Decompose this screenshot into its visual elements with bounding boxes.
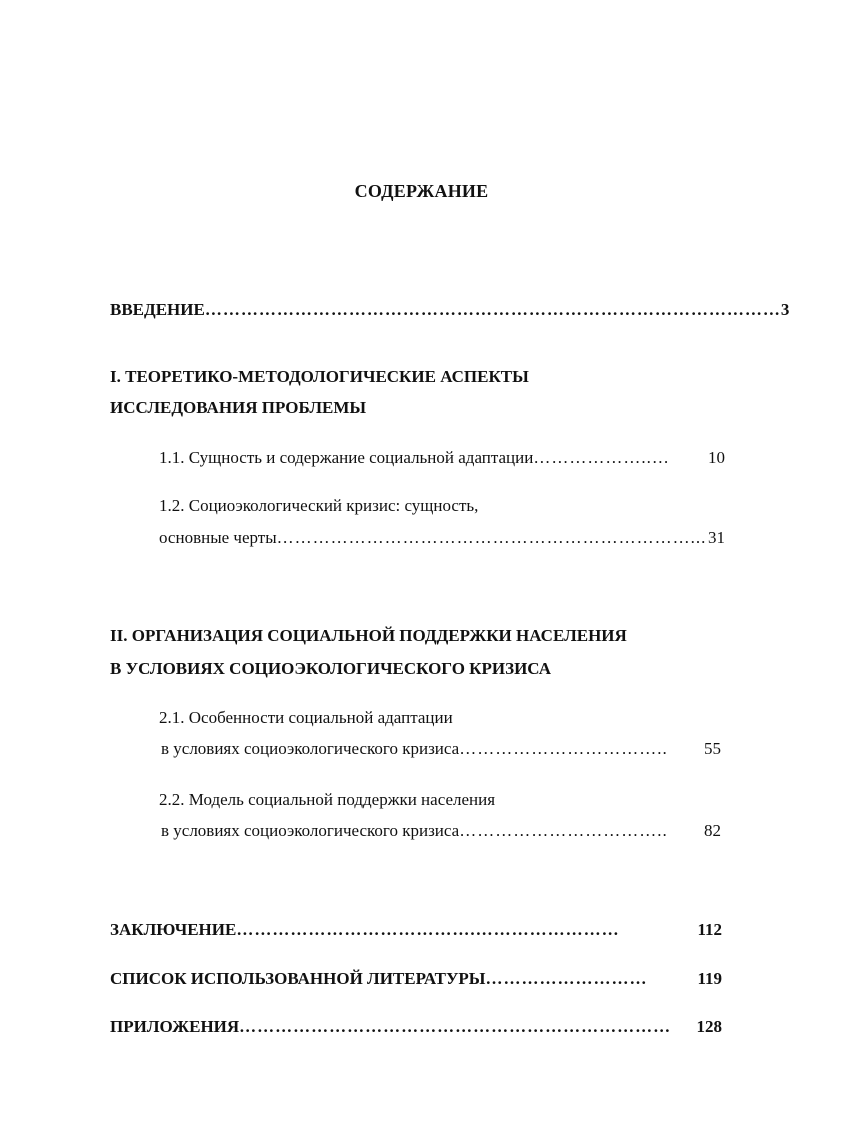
toc-entry-text: ЗАКЛЮЧЕНИЕ [110,920,237,939]
toc-entry-text: основные черты [159,528,277,547]
toc-entry-2-2 [161,821,721,841]
toc-page-number: 3 [780,300,790,319]
toc-entry-text: в условиях социоэкологического кризиса [161,821,460,840]
toc-entry-2-1 [161,739,721,759]
toc-entry-1-1 [159,448,725,468]
toc-entry-1-2-line1: 1.2. Социоэкологический кризис: сущность, [159,496,479,515]
toc-entry-conclusion [110,920,722,940]
chapter-1-heading-line1: I. ТЕОРЕТИКО-МЕТОДОЛОГИЧЕСКИЕ АСПЕКТЫ [110,367,529,386]
toc-entry-1-2 [159,528,725,548]
chapter-2-heading-line1: II. ОРГАНИЗАЦИЯ СОЦИАЛЬНОЙ ПОДДЕРЖКИ НАСЕЛЕНИЯ [110,626,627,645]
toc-page-number: 119 [697,969,722,988]
toc-page-number: 55 [704,739,721,758]
toc-entry-text: ПРИЛОЖЕНИЯ [110,1017,240,1036]
toc-entry-text: 1.1. Сущность и содержание социальной адаптации [159,448,534,467]
chapter-1-heading-line2: ИССЛЕДОВАНИЯ ПРОБЛЕМЫ [110,398,367,417]
toc-leader-dots: …………………………….. [459,821,668,840]
toc-entry-text: СПИСОК ИСПОЛЬЗОВАННОЙ ЛИТЕРАТУРЫ [110,969,486,988]
toc-leader-dots: …………………………………………………………………………………… [204,300,781,319]
toc-leader-dots: ……………………………………………………………... [276,528,707,547]
toc-page-number: 82 [704,821,721,840]
toc-entry-references [110,969,722,989]
toc-entry-intro [110,300,790,320]
toc-leader-dots: ………………………………….…………………… [236,920,620,939]
toc-leader-dots: …………………………….. [459,739,668,758]
page-title: СОДЕРЖАНИЕ [354,181,489,201]
toc-entry-text: в условиях социоэкологического кризиса [161,739,460,758]
toc-page-number: 128 [696,1017,722,1036]
toc-entry-text: ВВЕДЕНИЕ [110,300,205,319]
toc-leader-dots: ………………..… [533,448,670,467]
toc-entry-appendices [110,1017,722,1037]
toc-entry-2-2-line1: 2.2. Модель социальной поддержки населения [159,790,496,809]
toc-page-number: 10 [708,448,725,467]
chapter-2-heading-line2: В УСЛОВИЯХ СОЦИОЭКОЛОГИЧЕСКОГО КРИЗИСА [110,659,552,678]
toc-page-number: 112 [697,920,722,939]
toc-entry-2-1-line1: 2.1. Особенности социальной адаптации [159,708,453,727]
toc-leader-dots: ……………………… [485,969,648,988]
toc-leader-dots: ……………………………………………………………… [239,1017,672,1036]
toc-page-number: 31 [708,528,725,547]
